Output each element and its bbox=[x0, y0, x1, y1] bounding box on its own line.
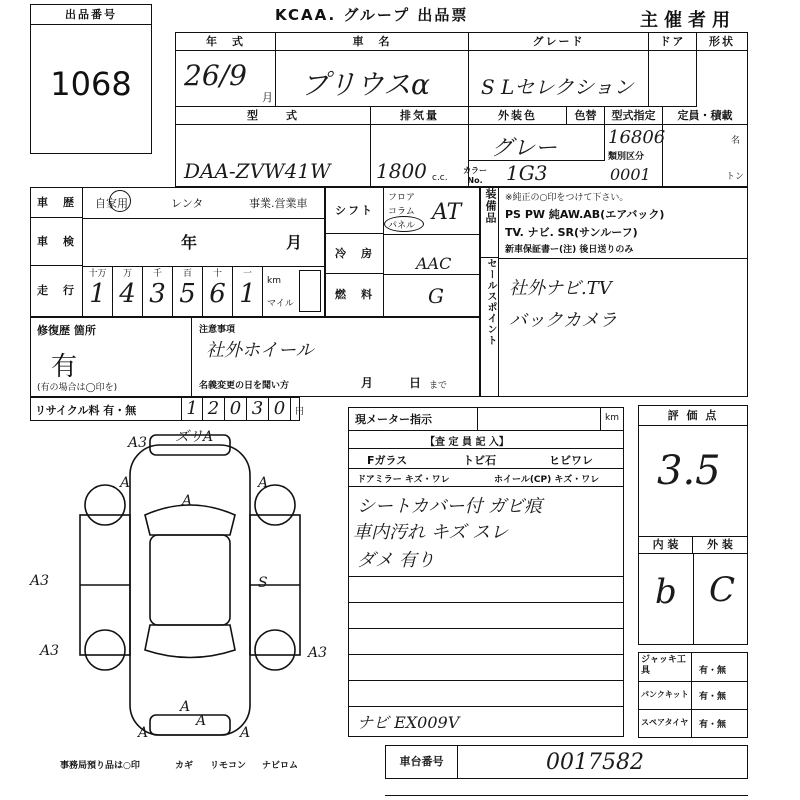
recycle-row bbox=[30, 397, 305, 421]
usage-business: 事業.営業車 bbox=[249, 197, 308, 210]
mileage-label: 走 行 bbox=[31, 266, 83, 316]
exterior-value: C bbox=[709, 570, 736, 610]
tool-spare-label: スペアタイヤ bbox=[641, 718, 689, 727]
tools-table bbox=[638, 652, 748, 738]
color-change-header: 色替 bbox=[567, 107, 605, 125]
inspector-note-1: シートカバー付 ガビ痕 bbox=[357, 496, 543, 517]
type-designation-value: 16806 bbox=[608, 127, 666, 148]
displacement-unit: c.c. bbox=[432, 173, 448, 183]
usage-label: 車 歴 bbox=[31, 188, 83, 218]
sales-point-label: セールスポイント bbox=[481, 258, 499, 396]
year-header: 年 式 bbox=[176, 33, 276, 51]
mileage-mile: マイル bbox=[267, 299, 294, 309]
tool-spare-value: 有・無 bbox=[699, 720, 727, 730]
mark-a-rear-bottom: A bbox=[196, 713, 207, 729]
chassis-label: 車台番号 bbox=[386, 746, 458, 778]
door-header: ドア bbox=[649, 33, 697, 51]
recycle-label: リサイクル料 有・無 bbox=[35, 404, 137, 417]
lot-number-box bbox=[30, 4, 152, 154]
recycle-unit: 円 bbox=[295, 407, 305, 417]
equipment-line2: TV. ナビ. SR(サンルーフ) bbox=[505, 226, 638, 239]
mark-a-rear-left: A bbox=[138, 725, 149, 741]
mark-a-bonnet: A bbox=[182, 493, 193, 509]
lot-number-label: 出品番号 bbox=[31, 5, 151, 25]
recycle-digit-2: 2 bbox=[203, 398, 225, 420]
mileage-km: km bbox=[267, 276, 281, 286]
inspector-note-2: 車内汚れ キズ スレ bbox=[353, 522, 509, 543]
mark-a-rear: A bbox=[180, 699, 191, 715]
exterior-header: 外装色 bbox=[469, 107, 567, 125]
category-value: 0001 bbox=[610, 165, 651, 184]
wheel-fr bbox=[255, 485, 295, 525]
capacity-unit-people: 名 bbox=[731, 136, 741, 146]
mark-a-rear-right: A bbox=[240, 725, 251, 741]
interior-label: 内 装 bbox=[639, 536, 693, 554]
shape-header: 形状 bbox=[697, 33, 747, 51]
mileage-digit-1: 1 bbox=[89, 279, 106, 309]
inspector-item-glass: Fガラス bbox=[367, 454, 408, 467]
mark-a-right: A bbox=[258, 475, 269, 491]
car-roof bbox=[150, 535, 230, 625]
inspector-title: 【査 定 員 記 入】 bbox=[425, 437, 509, 448]
repair-note: (有の場合は◯印を) bbox=[37, 383, 118, 393]
exterior-label: 外 装 bbox=[693, 536, 747, 554]
model-value: DAA-ZVW41W bbox=[184, 159, 331, 183]
wheel-rl bbox=[85, 630, 125, 670]
office-item-navirom: ナビロム bbox=[262, 761, 299, 771]
unit-100k: 十万 bbox=[88, 269, 107, 279]
inspector-navi: ナビ EX009V bbox=[357, 713, 460, 732]
repair-label: 修復歴 箇所 bbox=[37, 324, 96, 337]
aircon-value: AAC bbox=[416, 254, 452, 273]
equipment-line1: PS PW 純AW.AB(エアバック) bbox=[505, 208, 665, 221]
model-header: 型 式 bbox=[176, 107, 371, 125]
history-table bbox=[30, 187, 325, 317]
capacity-header: 定員・積載 bbox=[663, 107, 747, 125]
sales-point-line1: 社外ナビ.TV bbox=[509, 278, 612, 299]
car-body bbox=[130, 445, 250, 735]
mark-a3-left-door: A3 bbox=[30, 573, 50, 589]
inspector-note-3: ダメ 有り bbox=[357, 550, 435, 571]
unit-10k: 万 bbox=[122, 269, 132, 279]
transfer-label: 名義変更の日を聞い方 bbox=[199, 381, 290, 391]
chassis-row bbox=[385, 745, 748, 779]
organizer-label: 主催者用 bbox=[640, 10, 736, 31]
color-code-value: 1G3 bbox=[506, 161, 548, 185]
inspector-mirror: ドアミラー キズ・ワレ bbox=[357, 475, 450, 485]
aircon-label: 冷 房 bbox=[326, 234, 384, 274]
shift-floor: フロア bbox=[388, 193, 416, 203]
car-name-value: プリウスα bbox=[301, 68, 430, 101]
unit-10: 十 bbox=[212, 269, 222, 279]
tool-jack-label: ジャッキ工具 bbox=[641, 655, 686, 676]
transfer-day: 日 bbox=[409, 376, 422, 390]
equipment-note: ※純正の○印をつけて下さい。 bbox=[505, 193, 629, 203]
repair-caution-table bbox=[30, 317, 480, 397]
usage-rental: レンタ bbox=[171, 197, 204, 210]
recycle-digit-1: 1 bbox=[181, 398, 203, 420]
mark-a-left: A bbox=[120, 475, 131, 491]
equipment-label: 装備品 bbox=[481, 188, 499, 258]
recycle-digit-3: 0 bbox=[225, 398, 247, 420]
year-value: 26/9 bbox=[184, 59, 247, 92]
recycle-digit-4: 3 bbox=[247, 398, 269, 420]
shift-label: シフト bbox=[326, 188, 384, 234]
header-title: KCAA. グループ 出品票 bbox=[275, 6, 469, 24]
vehicle-info-table bbox=[175, 32, 748, 187]
grade-header: グレード bbox=[469, 33, 649, 51]
unit-1k: 千 bbox=[152, 269, 162, 279]
displacement-header: 排気量 bbox=[371, 107, 469, 125]
mileage-digit-5: 6 bbox=[209, 279, 226, 309]
transfer-until: まで bbox=[429, 381, 448, 391]
grade-value: S Lセレクション bbox=[481, 75, 634, 99]
inspection-year-unit: 年 bbox=[181, 233, 198, 252]
car-damage-diagram bbox=[10, 425, 340, 755]
mileage-digit-3: 3 bbox=[149, 279, 166, 309]
lot-number: 1068 bbox=[50, 65, 132, 103]
inspector-table bbox=[348, 407, 624, 737]
shift-value: AT bbox=[432, 200, 462, 225]
fuel-value: G bbox=[428, 284, 444, 308]
mark-a3-top: A3 bbox=[128, 435, 148, 451]
inspector-wheel: ホイール(CP) キズ・ワレ bbox=[494, 475, 600, 485]
interior-value: b bbox=[655, 572, 677, 612]
mark-s-right: S bbox=[258, 575, 268, 591]
unit-100: 百 bbox=[182, 269, 192, 279]
meter-label: 現メーター指示 bbox=[355, 413, 432, 426]
recycle-digit-5: 0 bbox=[269, 398, 291, 420]
caution-value: 社外ホイール bbox=[206, 340, 314, 361]
usage-own: 自家用 bbox=[95, 197, 128, 210]
year-month-unit: 月 bbox=[262, 91, 273, 104]
category-label: 類別区分 bbox=[608, 152, 645, 162]
shift-panel: パネル bbox=[388, 221, 416, 231]
mark-zuri: ズリA bbox=[175, 429, 214, 445]
capacity-unit-ton: トン bbox=[726, 172, 745, 182]
type-designation-header: 型式指定 bbox=[605, 107, 663, 125]
meter-unit: km bbox=[605, 413, 619, 423]
mileage-digit-4: 5 bbox=[179, 279, 196, 309]
office-item-key: カギ bbox=[175, 761, 194, 771]
displacement-value: 1800 bbox=[376, 159, 427, 183]
office-note: 事務局預り品は○印 bbox=[60, 761, 140, 771]
evaluation-label: 評 価 点 bbox=[639, 406, 747, 426]
transfer-month: 月 bbox=[361, 376, 374, 390]
tool-jack-value: 有・無 bbox=[699, 666, 727, 676]
exterior-color-value: グレー bbox=[491, 136, 558, 161]
wheel-rr bbox=[255, 630, 295, 670]
evaluation-table bbox=[638, 405, 748, 645]
unit-1: 一 bbox=[242, 269, 252, 279]
mark-a3-left-rear: A3 bbox=[40, 643, 60, 659]
chassis-value: 0017582 bbox=[546, 750, 644, 775]
caution-label: 注意事項 bbox=[199, 325, 236, 335]
repair-value: 有 bbox=[51, 352, 78, 382]
inspector-item-crack: ヒビワレ bbox=[549, 454, 593, 467]
drive-table bbox=[325, 187, 480, 317]
office-item-remote: リモコン bbox=[210, 761, 247, 771]
equipment-line3: 新車保証書ー(注) 後日送りのみ bbox=[505, 245, 634, 255]
inspector-item-chip: トビ石 bbox=[463, 454, 496, 467]
mileage-digit-6: 1 bbox=[239, 279, 256, 309]
fuel-label: 燃 料 bbox=[326, 274, 384, 316]
mileage-digits bbox=[83, 266, 263, 316]
inspection-label: 車 検 bbox=[31, 218, 83, 266]
mark-a3-right-rear: A3 bbox=[308, 645, 328, 661]
wheel-fl bbox=[85, 485, 125, 525]
color-code-label: カラーNo. bbox=[463, 166, 487, 185]
inspection-month-unit: 月 bbox=[286, 233, 303, 252]
equipment-table bbox=[480, 187, 748, 397]
name-header: 車 名 bbox=[276, 33, 469, 51]
sales-point-line2: バックカメラ bbox=[509, 310, 617, 331]
mileage-digit-2: 4 bbox=[119, 279, 136, 309]
evaluation-value: 3.5 bbox=[657, 448, 721, 494]
tool-punkit-value: 有・無 bbox=[699, 692, 727, 702]
shift-column: コラム bbox=[388, 207, 415, 217]
tool-punkit-label: パンクキット bbox=[641, 690, 689, 699]
